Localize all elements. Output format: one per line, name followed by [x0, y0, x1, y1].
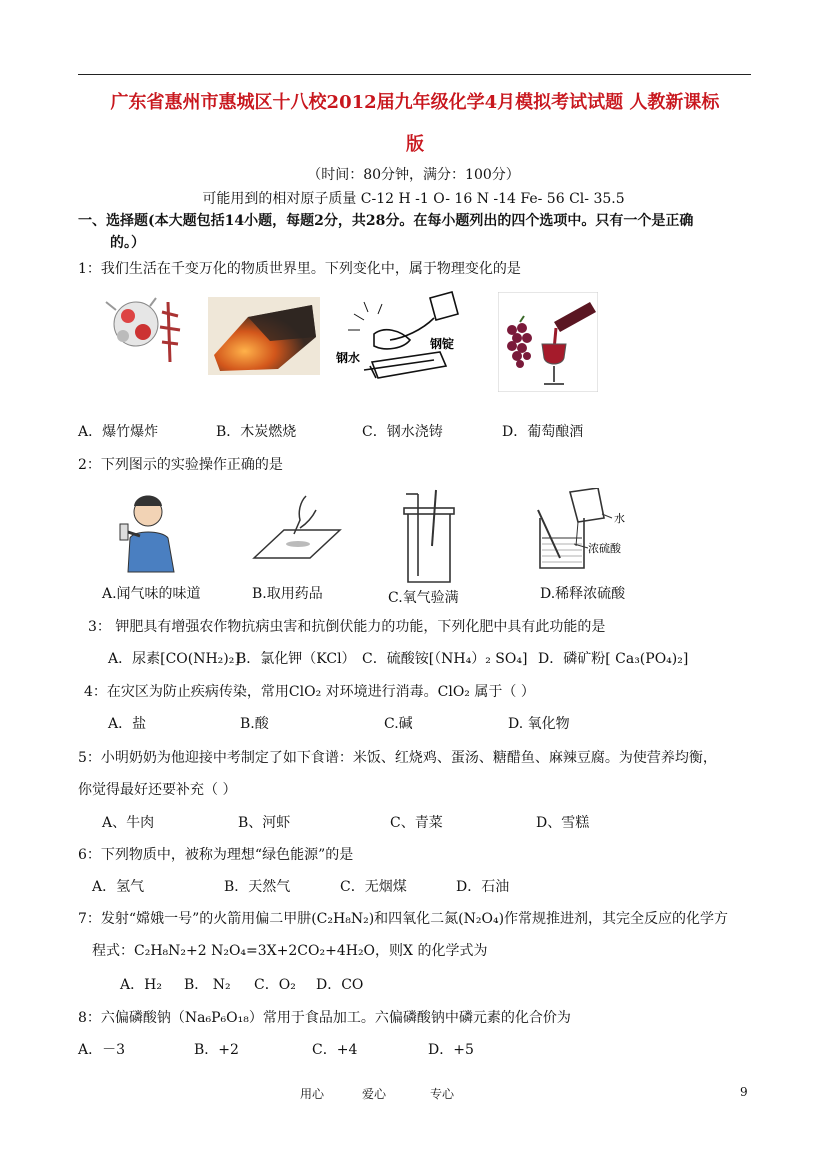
wine-grapes-image	[498, 292, 598, 392]
molten-steel-pouring-image	[334, 290, 474, 390]
footer-item-1: 用心	[300, 1087, 325, 1101]
q5-option-d: D、雪糕	[536, 815, 590, 831]
q5-option-a: A、牛肉	[102, 815, 155, 831]
burning-charcoal-image	[208, 297, 320, 375]
q4-option-b: B.酸	[240, 716, 269, 732]
q1-stem: 1：我们生活在千变万化的物质世界里。下列变化中，属于物理变化的是	[78, 261, 521, 277]
exam-title-line2: 版	[406, 134, 424, 155]
q4-stem: 4：在灾区为防止疾病传染，常用ClO₂ 对环境进行消毒。ClO₂ 属于（ ）	[84, 684, 535, 700]
q4-option-c: C.碱	[384, 716, 413, 732]
molten-steel-label: 钢水	[336, 351, 361, 365]
q5-stem-line2: 你觉得最好还要补充（ ）	[78, 782, 237, 798]
q2-option-c: C.氧气验满	[388, 590, 459, 606]
q2-stem: 2：下列图示的实验操作正确的是	[78, 457, 283, 473]
concentrated-acid-label: 浓硫酸	[588, 542, 621, 555]
q7-option-c: C．O₂	[254, 977, 296, 993]
q6-stem: 6：下列物质中，被称为理想“绿色能源”的是	[78, 847, 354, 863]
q7-option-b: B． N₂	[184, 977, 231, 993]
q6-option-a: A．氢气	[92, 879, 145, 895]
q8-option-d: D．+5	[428, 1042, 474, 1058]
q8-option-b: B．+2	[194, 1042, 239, 1058]
water-label: 水	[614, 512, 625, 525]
q1-option-a: A．爆竹爆炸	[78, 424, 159, 440]
q3-option-b: B．氯化钾（KCl）	[236, 651, 356, 667]
q5-stem-line1: 5：小明奶奶为他迎接中考制定了如下食谱：米饭、红烧鸡、蛋汤、糖醋鱼、麻辣豆腐。为使营养均衡，	[78, 750, 717, 766]
q5-option-b: B、河虾	[238, 815, 291, 831]
q2-option-d: D.稀释浓硫酸	[540, 586, 626, 602]
q7-stem-line1: 7：发射“嫦娥一号”的火箭用偏二甲肼(C₂H₈N₂)和四氧化二氮(N₂O₄)作常规推进剂，其完全反应的化学方	[78, 911, 729, 927]
q5-option-c: C、青菜	[390, 815, 443, 831]
steel-ingot-label: 钢锭	[430, 337, 455, 351]
page-number: 9	[740, 1085, 748, 1099]
smelling-gas-image	[104, 488, 184, 574]
q6-option-b: B．天然气	[224, 879, 291, 895]
section-heading-line1: 一、选择题(本大题包括14小题，每题2分，共28分。在每小题列出的四个选项中。只有一个是正确	[78, 213, 694, 229]
atomic-masses: 可能用到的相对原子质量 C-12 H -1 O- 16 N -14 Fe- 56 Cl- 35.5	[202, 191, 625, 207]
q7-stem-line2: 程式：C₂H₈N₂+2 N₂O₄=3X+2CO₂+4H₂O，则X 的化学式为	[92, 943, 488, 959]
q7-option-d: D．CO	[316, 977, 364, 993]
section-heading-line2: 的。）	[110, 235, 145, 251]
q1-option-b: B．木炭燃烧	[216, 424, 297, 440]
diluting-acid-image	[528, 488, 638, 578]
footer-item-2: 爱心	[362, 1087, 387, 1101]
exam-title-line1: 广东省惠州市惠城区十八校2012届九年级化学4月模拟考试试题 人教新课标	[110, 92, 720, 113]
q8-option-c: C．+4	[312, 1042, 358, 1058]
q2-option-a: A.闻气味的味道	[102, 586, 201, 602]
footer-item-3: 专心	[430, 1087, 455, 1101]
firecracker-image	[98, 292, 188, 370]
q3-option-c: C．硫酸铵[（NH₄）₂ SO₄]	[362, 651, 528, 667]
q1-option-c: C．钢水浇铸	[362, 424, 443, 440]
q4-option-a: A．盐	[108, 716, 147, 732]
header-rule	[78, 74, 751, 75]
time-info: （时间：80分钟，满分：100分）	[307, 167, 520, 183]
q3-stem: 3： 钾肥具有增强农作物抗病虫害和抗倒伏能力的功能，下列化肥中具有此功能的是	[88, 619, 606, 635]
q2-option-b: B.取用药品	[252, 586, 323, 602]
q3-option-a: A．尿素[CO(NH₂)₂]	[108, 651, 240, 667]
q7-option-a: A．H₂	[120, 977, 162, 993]
q8-stem: 8：六偏磷酸钠（Na₆P₆O₁₈）常用于食品加工。六偏磷酸钠中磷元素的化合价为	[78, 1010, 571, 1026]
q1-option-d: D．葡萄酿酒	[502, 424, 584, 440]
q8-option-a: A．－3	[78, 1042, 126, 1058]
q6-option-d: D．石油	[456, 879, 510, 895]
taking-reagent-image	[244, 488, 344, 574]
q6-option-c: C．无烟煤	[340, 879, 407, 895]
oxygen-test-image	[396, 486, 462, 586]
q4-option-d: D. 氧化物	[508, 716, 570, 732]
q3-option-d: D．磷矿粉[ Ca₃(PO₄)₂]	[538, 651, 689, 667]
